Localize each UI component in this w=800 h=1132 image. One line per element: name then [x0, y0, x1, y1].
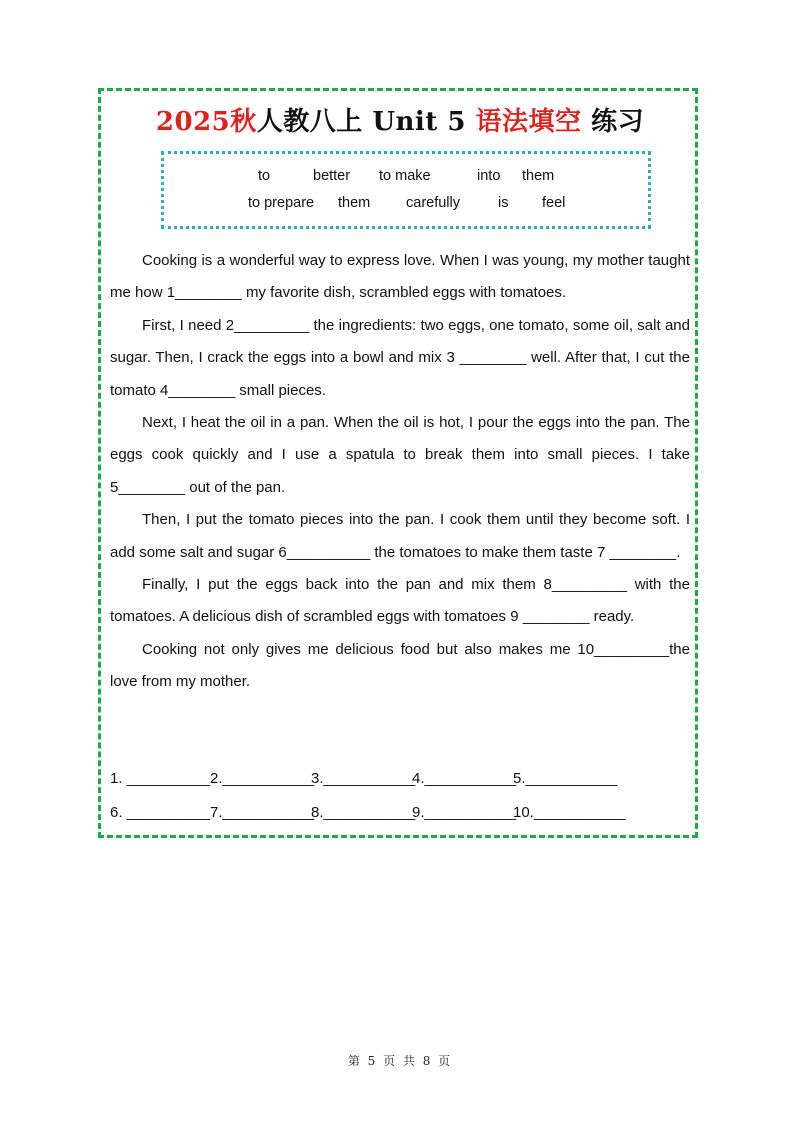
answer-blank[interactable]: 5.___________: [513, 770, 618, 787]
page-title: [0, 101, 800, 138]
answer-blank[interactable]: 1. __________: [110, 770, 211, 787]
page-footer: 第 5 页 共 8 页: [347, 1054, 453, 1068]
answer-section: [110, 762, 690, 830]
passage-paragraph: Finally, I put the eggs back into the pan and mix them 8_________ with the tomatoes. A delicious dish of scrambled eggs with tomatoes 9 ________ ready.: [110, 576, 690, 626]
word-bank-item: to make: [379, 168, 431, 184]
passage-paragraph: Then, I put the tomato pieces into the pan. I cook them until they become soft. I add some salt and sugar 6__________ the tomatoes to make them taste 7 ________.: [110, 511, 690, 561]
passage-paragraph: Cooking not only gives me delicious food but also makes me 10_________the love from my mother.: [110, 640, 690, 691]
answer-blank[interactable]: 9.___________: [412, 804, 517, 821]
title-course: 人教八上 Unit 5: [256, 107, 466, 137]
passage-paragraph: First, I need 2_________ the ingredients: two eggs, one tomato, some oil, salt and sugar. Then, I crack the eggs into a bowl and mix 3 ________ well. After that, I cut the tomato 4________ small pieces.: [110, 316, 690, 399]
passage-paragraph: Next, I heat the oil in a pan. When the oil is hot, I pour the eggs into the pan. The eggs cook quickly and I use a spatula to break them into small pieces. I take 5________ out of the pan.: [110, 414, 690, 496]
answer-row: [110, 762, 690, 796]
word-bank-item: to: [258, 168, 271, 184]
answer-blank[interactable]: 2.___________: [210, 770, 315, 787]
word-bank-item: into: [477, 168, 501, 184]
word-bank-item: them: [522, 168, 555, 184]
word-bank-item: better: [313, 168, 351, 184]
title-year: 2025: [155, 107, 231, 137]
title-topic: 语法填空: [475, 107, 582, 137]
word-bank-item: is: [498, 195, 509, 211]
answer-blank[interactable]: 4.___________: [412, 770, 517, 787]
answer-blank[interactable]: 6. __________: [110, 804, 211, 821]
answer-blank[interactable]: 8.___________: [311, 804, 416, 821]
word-bank-item: them: [338, 195, 371, 211]
word-bank-item: to prepare: [248, 195, 315, 211]
title-suffix: 练习: [591, 107, 645, 137]
answer-blank[interactable]: 10.___________: [513, 804, 626, 821]
answer-blank[interactable]: 3.___________: [311, 770, 416, 787]
word-bank-item: carefully: [406, 195, 460, 211]
answer-row: [110, 796, 690, 830]
word-bank-item: feel: [542, 195, 566, 211]
passage-paragraph: Cooking is a wonderful way to express love. When I was young, my mother taught me how 1________ my favorite dish, scrambled eggs with tomatoes.: [110, 252, 690, 302]
passage: [110, 245, 690, 699]
title-season: 秋: [230, 107, 257, 137]
word-bank: [161, 151, 651, 229]
answer-blank[interactable]: 7.___________: [210, 804, 315, 821]
